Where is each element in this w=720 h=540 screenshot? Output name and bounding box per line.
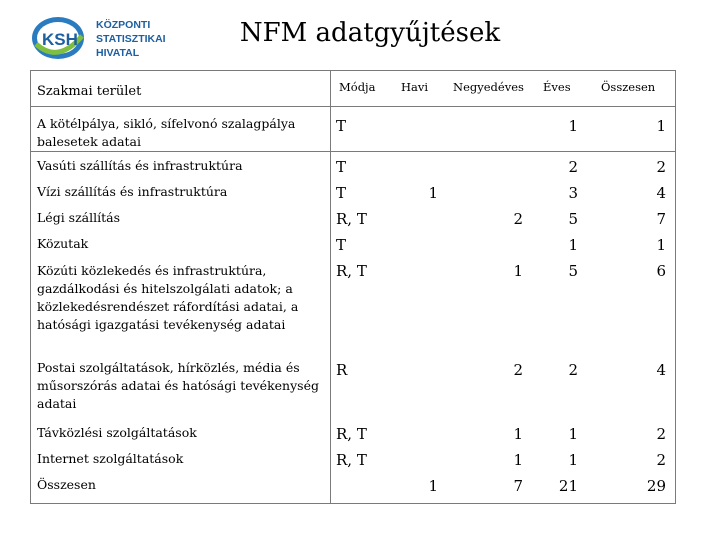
header-method: Módja: [339, 80, 376, 94]
row-quarterly: 2: [513, 361, 523, 379]
area-method-divider: [330, 70, 331, 504]
header-monthly: Havi: [401, 80, 429, 94]
row-total: 2: [656, 158, 666, 176]
table-right-border: [675, 70, 676, 504]
row-total: 2: [656, 425, 666, 443]
row-label: Közúti közlekedés és infrastruktúra, gazdálkodási és hitelszolgálati adatok; a közlekedésrendészet ráfordítási adatai, a hatósági igazgatási tevékenység adatai: [37, 263, 299, 332]
row-method: T: [336, 158, 347, 176]
header-bottom-border: [30, 106, 675, 107]
table-left-border: [30, 70, 31, 504]
row-quarterly: 7: [513, 477, 523, 495]
row-total: 6: [656, 262, 666, 280]
row-annual: 2: [568, 158, 578, 176]
row-label: A kötélpálya, sikló, sífelvonó szalagpálya balesetek adatai: [37, 116, 296, 149]
row-method: T: [336, 184, 347, 202]
row-total: 2: [656, 451, 666, 469]
row-label: Összesen: [37, 477, 96, 492]
row-label: Internet szolgáltatások: [37, 451, 184, 466]
row-label: Vízi szállítás és infrastruktúra: [37, 184, 228, 199]
header-quarterly: Negyedéves: [453, 80, 524, 94]
row-quarterly: 1: [513, 425, 523, 443]
row-method: R, T: [336, 425, 367, 443]
row-label: Postai szolgáltatások, hírközlés, média és műsorszórás adatai és hatósági tevékenység adatai: [37, 360, 319, 411]
logo-abbr: KSH: [42, 30, 78, 49]
header-area: Szakmai terület: [37, 84, 142, 99]
logo-line3: HIVATAL: [96, 47, 140, 59]
row-annual: 5: [568, 210, 578, 228]
row-label: Vasúti szállítás és infrastruktúra: [37, 158, 243, 173]
logo-line2: STATISZTIKAI: [96, 33, 166, 45]
page-title: NFM adatgyűjtések: [239, 18, 501, 48]
row-annual: 1: [568, 236, 578, 254]
logo-line1: KÖZPONTI: [96, 19, 151, 31]
row-quarterly: 1: [513, 451, 523, 469]
row-annual: 21: [558, 477, 578, 495]
row-total: 7: [656, 210, 666, 228]
table-bottom-border: [30, 503, 675, 504]
row-total: 29: [646, 477, 666, 495]
row-quarterly: 1: [513, 262, 523, 280]
row-quarterly: 2: [513, 210, 523, 228]
row-total: 1: [656, 236, 666, 254]
row-method: R: [336, 361, 348, 379]
row-label: Közutak: [37, 236, 89, 251]
row-annual: 1: [568, 451, 578, 469]
row-method: R, T: [336, 451, 367, 469]
row-annual: 1: [568, 117, 578, 135]
row-annual: 3: [568, 184, 578, 202]
row-total: 4: [656, 361, 666, 379]
row1-bottom-border: [30, 151, 675, 152]
row-total: 4: [656, 184, 666, 202]
row-method: R, T: [336, 262, 367, 280]
row-annual: 2: [568, 361, 578, 379]
table-top-border: [30, 70, 675, 71]
row-monthly: 1: [428, 477, 438, 495]
row-method: R, T: [336, 210, 367, 228]
header-total: Összesen: [601, 80, 656, 94]
row-total: 1: [656, 117, 666, 135]
row-annual: 1: [568, 425, 578, 443]
header-annual: Éves: [543, 80, 571, 94]
row-annual: 5: [568, 262, 578, 280]
row-label: Légi szállítás: [37, 210, 121, 225]
row-label: Távközlési szolgáltatások: [37, 425, 197, 440]
row-method: T: [336, 236, 347, 254]
row-method: T: [336, 117, 347, 135]
row-monthly: 1: [428, 184, 438, 202]
